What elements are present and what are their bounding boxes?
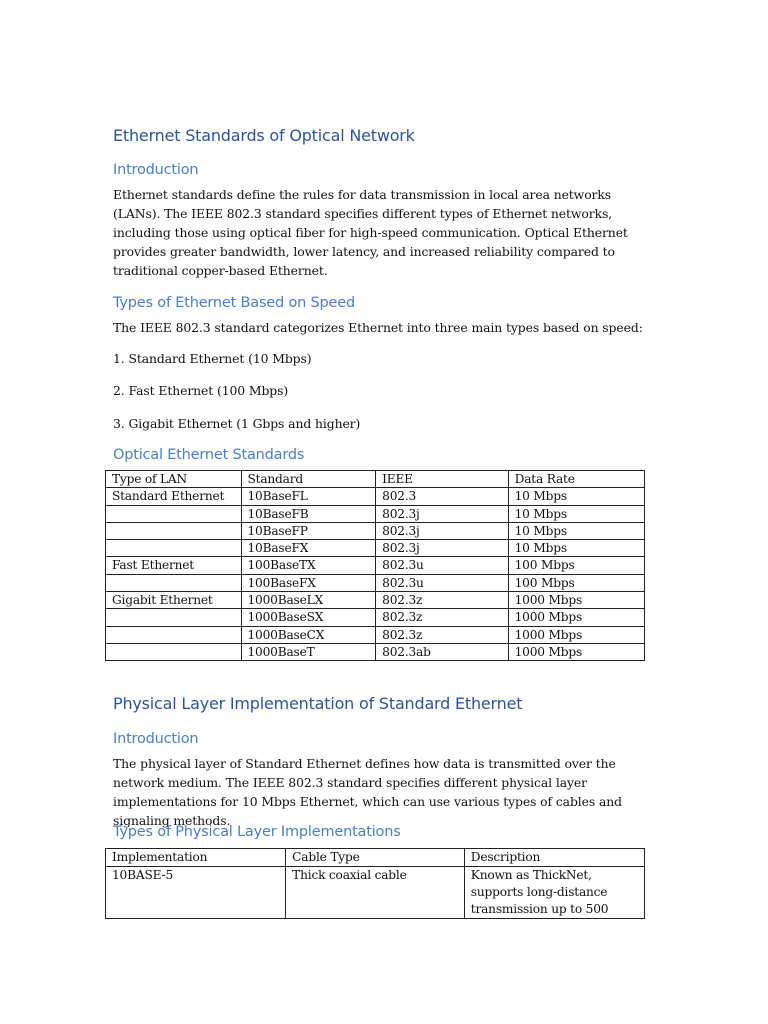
table-row [106, 643, 645, 660]
physical-layer-table [105, 848, 645, 919]
table-cell: 100BaseTX [241, 557, 376, 574]
list-item: 2. Fast Ethernet (100 Mbps) [113, 383, 289, 398]
intro-heading: Introduction [113, 731, 199, 747]
table-cell: 10BaseFX [241, 540, 376, 557]
types-heading: Types of Physical Layer Implementations [113, 824, 401, 840]
table-cell: 802.3z [376, 592, 508, 609]
table-cell: 100 Mbps [508, 557, 644, 574]
table-cell: Fast Ethernet [106, 557, 242, 574]
table-row [106, 540, 645, 557]
types-paragraph: The IEEE 802.3 standard categorizes Ethernet into three main types based on speed: [113, 320, 643, 335]
table-row [106, 488, 645, 505]
header-cell: IEEE [376, 471, 508, 488]
table-header-row [106, 849, 645, 867]
table-cell: 802.3z [376, 626, 508, 643]
table-cell: 1000 Mbps [508, 609, 644, 626]
table-cell: 1000 Mbps [508, 626, 644, 643]
header-cell: Implementation [106, 849, 286, 867]
table-cell: 10 Mbps [508, 505, 644, 522]
table-cell [106, 626, 242, 643]
intro-paragraph: The physical layer of Standard Ethernet defines how data is transmitted over the network medium. The IEEE 802.3 standard specifies different physical layer implementations for 10 Mbps Ethernet, which can use various types of cables and signaling methods. [113, 756, 622, 828]
table-row [106, 609, 645, 626]
intro-heading: Introduction [113, 162, 199, 178]
table-row [106, 626, 645, 643]
table-cell [106, 609, 242, 626]
intro-paragraph: Ethernet standards define the rules for data transmission in local area networks (LANs). The IEEE 802.3 standard specifies different types of Ethernet networks, including those using optical fiber for high-speed communication. Optical Ethernet provides greater bandwidth, lower latency, and increased reliability compared to traditional copper-based Ethernet. [113, 187, 628, 278]
table-cell: 10BaseFB [241, 505, 376, 522]
table-row [106, 867, 645, 919]
header-cell: Data Rate [508, 471, 644, 488]
table-header-row [106, 471, 645, 488]
list-item: 3. Gigabit Ethernet (1 Gbps and higher) [113, 416, 361, 431]
section-title: Ethernet Standards of Optical Network [113, 126, 415, 145]
types-heading: Types of Ethernet Based on Speed [113, 295, 355, 311]
table-cell: 100BaseFX [241, 574, 376, 591]
table-row [106, 505, 645, 522]
table-cell [106, 522, 242, 539]
table-heading: Optical Ethernet Standards [113, 447, 305, 463]
section-title: Physical Layer Implementation of Standard Ethernet [113, 694, 523, 713]
optical-ethernet-table [105, 470, 645, 661]
table-cell: 802.3u [376, 574, 508, 591]
table-cell: Gigabit Ethernet [106, 592, 242, 609]
list-item: 1. Standard Ethernet (10 Mbps) [113, 351, 312, 366]
table-cell: 1000 Mbps [508, 643, 644, 660]
table-cell: 100 Mbps [508, 574, 644, 591]
table-cell: 1000BaseSX [241, 609, 376, 626]
table-cell [106, 643, 242, 660]
table-cell: 10BASE-5 [106, 867, 286, 919]
table-cell: Standard Ethernet [106, 488, 242, 505]
table-cell: 802.3z [376, 609, 508, 626]
table-cell: 10 Mbps [508, 488, 644, 505]
table-cell: 1000 Mbps [508, 592, 644, 609]
header-cell: Description [464, 849, 644, 867]
table-cell: 10 Mbps [508, 522, 644, 539]
table-cell: 802.3ab [376, 643, 508, 660]
table-cell: 802.3j [376, 540, 508, 557]
table-cell: 802.3j [376, 522, 508, 539]
header-cell: Type of LAN [106, 471, 242, 488]
table-row [106, 592, 645, 609]
table-cell: 10BaseFL [241, 488, 376, 505]
table-cell: 1000BaseCX [241, 626, 376, 643]
table-row [106, 574, 645, 591]
table-cell: 10BaseFP [241, 522, 376, 539]
table-cell: 802.3u [376, 557, 508, 574]
table-row [106, 522, 645, 539]
table-cell: 10 Mbps [508, 540, 644, 557]
table-cell: 802.3j [376, 505, 508, 522]
table-cell: 1000BaseT [241, 643, 376, 660]
table-cell [106, 574, 242, 591]
table-cell: 802.3 [376, 488, 508, 505]
table-cell: 1000BaseLX [241, 592, 376, 609]
header-cell: Cable Type [286, 849, 465, 867]
table-cell: Known as ThickNet, supports long-distance transmission up to 500 [464, 867, 644, 919]
header-cell: Standard [241, 471, 376, 488]
table-cell [106, 540, 242, 557]
table-cell: Thick coaxial cable [286, 867, 465, 919]
table-cell [106, 505, 242, 522]
table-row [106, 557, 645, 574]
